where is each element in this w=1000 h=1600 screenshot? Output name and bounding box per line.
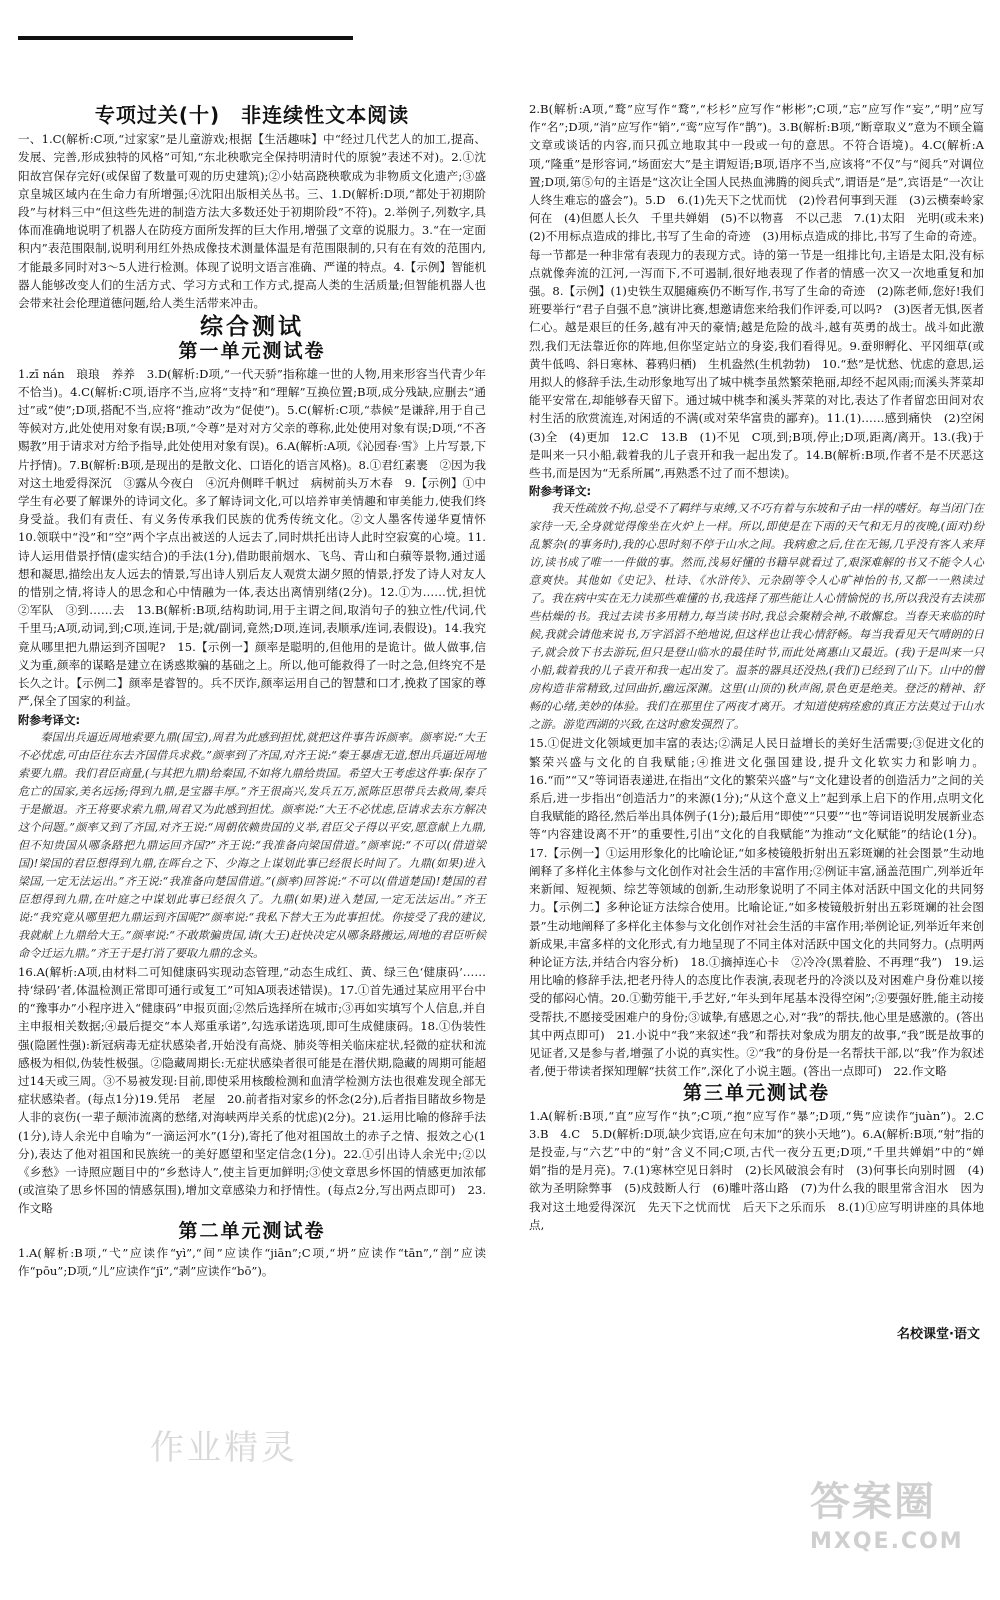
unit1-answers-b: 16.A(解析:A项,由材料二可知健康码实现动态管理,“动态生成红、黄、绿三色‘健康码’……持‘绿码’者,体温检测正常即可通行或复工”可知A项表述错误)。17.①首先通过某应用平台中的“豫事办”小程序进入“健康码”申报页面;②然后选择所在城市;③再如实填写个人信息,并自主申报相关数据;④最后提交“本人郑重承诺”,勾选承诺选项,即可生成健康码。18.①伪装性强(隐匿性强):新冠病毒无症状感染者,开始没有高烧、肺炎等相关临床症状,轻微的症状和流感极为相似,伪装性极强。②隐藏周期长:无症状感染者很可能是在潜伏期,隐藏的周期可能超过14天或三周。③不易被发现:目前,即使采用核酸检测和血清学检测方法也很难发现全部无症状感染者。(每点1分)19.凭吊 老屋 20.前者指对家乡的怀念(2分),后者指目睹故乡物是人非的哀伤(一辈子颠沛流离的愁绪,对海峡两岸关系的忧虑)(2分)。21.运用比喻的修辞手法(1分),诗人余光中自喻为“一滴运河水”(1分),寄托了他对祖国故土的赤子之情、报效之心(1分),表达了他对祖国和民族统一的美好愿望和坚定信念(1分)。22.①引出诗人余光中;②以《乡愁》一诗照应题目中的“乡愁诗人”,使主旨更加鲜明;③使文章思乡怀国的情感更加浓郁(或渲染了思乡怀国的情感氛围),增加文章感染力和抒情性。(每点2分,写出两点即可) 23.作文略: [18, 964, 486, 1216]
left-column: [18, 100, 498, 1280]
section-title-comprehensive: 综合测试: [200, 314, 304, 341]
page-footer: 名校课堂·语文: [897, 1327, 980, 1342]
unit1-title: 第一单元测试卷: [178, 340, 326, 363]
unit2-title: 第二单元测试卷: [178, 1219, 326, 1242]
right-column: [529, 100, 996, 1234]
watermark-right-url: MXQE.COM: [810, 1529, 964, 1554]
top-rule: [18, 36, 353, 40]
translation-text-1: 秦国出兵逼近周地索要九鼎(国宝),周君为此感到担忧,就把这件事告诉颜率。颜率说:“大王不必忧虑,可由臣往东去齐国借兵求救。”颜率到了齐国,对齐王说:“秦王暴虐无道,想出兵逼近周地索要九鼎。我们君臣商量,(与其把九鼎)给秦国,不如将九鼎给贵国。希望大王考虑这件事:保存了危亡的国家,美名远扬;得到九鼎,是宝器丰厚。”齐王很高兴,发兵五万,派陈臣思带兵去救周,秦兵于是撤退。齐王将要求索九鼎,周君又为此感到担忧。颜率说:“大王不必忧虑,臣请求去东方解决这个问题。”颜率又到了齐国,对齐王说:“周朝依赖贵国的义举,君臣父子得以平安,愿意献上九鼎,但不知贵国从哪条路把九鼎运回齐国?”齐王说:“我准备向梁国借道。”颜率说:“不可以(借道梁国)!梁国的君臣想得到九鼎,在晖台之下、少海之上谋划此事已经很长时间了。九鼎(如果)进入梁国,一定无法运出。”齐王说:“我准备向楚国借道。”(颜率)回答说:“不可以(借道楚国)!楚国的君臣想得到九鼎,在叶庭之中谋划此事已经很久了。九鼎(如果)进入楚国,一定无法运出。”齐王说:“我究竟从哪里把九鼎运到齐国呢?”颜率说:“我私下替大王为此事担忧。你接受了我的建议,我就献上九鼎给大王。”颜率说:“不敢欺骗贵国,请(大王)赶快决定从哪条路搬运,周地的君臣听候命令迁运九鼎。”齐王于是打消了要取九鼎的念头。: [18, 730, 486, 960]
section-title-special: 专项过关(十) 非连续性文本阅读: [94, 103, 410, 127]
watermark-right: [810, 1470, 990, 1590]
translation-label-1: 附参考译文:: [18, 712, 81, 727]
unit1-answers: 1.zī nán 琅琅 养养 3.D(解析:D项,“一代天骄”指称雄一世的人物,用来形容当代青少年不恰当)。4.C(解析:C项,语序不当,应将“支持”和“理解”互换位置;B项,成分残缺,应删去“通过”或“使”;D项,搭配不当,应将“推动”改为“促使”)。5.C(解析:C项,“恭候”是谦辞,用于自己等候对方,此处使用对象有误;B项,“令尊”是对对方父亲的尊称,此处使用对象有误;D项,“不吝赐教”用于请求对方给予指导,此处使用对象有误)。6.A(解析:A项,《沁园春·雪》上片写景,下片抒情)。7.B(解析:B项,是现出的是散文化、口语化的语言风格)。8.①君红素裹 ②因为我对这土地爱得深沉 ③露从今夜白 ④沉舟侧畔千帆过 病树前头万木春 9.【示例】①中学生有必要了解课外的诗词文化。多了解诗词文化,可以培养审美情趣和审美能力,使我们终身受益。我们有责任、有义务传承我们民族的优秀传统文化。②文人墨客传递华夏情怀 10.领联中“没”和“空”两个字点出被送的人远去了,同时烘托出诗人此时空寂寞的心境。11.诗人运用借景抒情(虚实结合)的手法(1分),借助眼前烟水、飞鸟、青山和白蘋等景物,通过遥想和凝思,描绘出友人远去的情景,写出诗人别后友人观赏太湖夕照的情景,抒发了诗人对友人的惜别之情,将诗人的思念和心中情融为一体,表达出离情别绪(2分)。12.①为……忧,担忧 ②军队 ③到……去 13.B(解析:B项,结构助词,用于主谓之间,取消句子的独立性/代词,代千里马;A项,动词,到;C项,连词,于是;就/副词,竟然;D项,连词,表顺承/连词,表假设)。14.我究竟从哪里把九鼎运到齐国呢? 15.【示例一】颜率是聪明的,但他用的是诡计。做人做事,信义为重,颜率的谋略是建立在诱惑欺骗的基础之上。所以,他可能救得了一时之急,但终究不是长久之计。【示例二】颜率是睿智的。兵不厌诈,颜率运用自己的智慧和口才,挽救了国家的尊严,保全了国家的利益。: [18, 366, 498, 709]
watermark-left: 作业精灵: [150, 1428, 298, 1468]
special-answers: 一、1.C(解析:C项,“过家家”是儿童游戏;根据【生活趣味】中“经过几代艺人的加工,提高、发展、完善,形成独特的风格”可知,“东北秧歌完全保持明清时代的原貌”表述不对)。2.①沈阳故宫保存完好(或保留了数量可观的历史建筑);②小姑高跷秧歌成为非物质文化遗产;③盛京皇城区域内在生命力有所增强;④沈阳出版相关丛书。三、1.D(解析:D项,“都处于初期阶段”与材料三中“但这些先进的制造方法大多数还处于初期阶段”不符)。2.举例子,列数字,具体而准确地说明了机器人在防疫方面所发挥的巨大作用,增强了文章的说服力。3.“在一定面积内”表范围限制,说明利用红外热成像技术测量体温是有范围限制的,只有在有效的范围内,才能最多同时对3～5人进行检测。体现了说明文语言准确、严谨的特点。4.【示例】智能机器人能够改变人们的生活方式、学习方式和工作方式,提高人类的生活质量;但智能机器人也会带来社会伦理道德问题,给人类生活带来冲击。: [18, 132, 486, 311]
translation-label-2: 附参考译文:: [529, 484, 592, 499]
unit2-answers-cont: 2.B(解析:A项,“鹜”应写作“鹜”,“杉杉”应写作“彬彬”;C项,“忘”应写作“妄”,“明”应写作“名”;D项,“消”应写作“销”,“鸾”应写作“鹊”)。3.B(解析:B项,“断章取义”意为不顾全篇文章或谈话的内容,而只孤立地取其中一段或一句的意思。不符合语境)。4.C(解析:A项,“隆重”是形容词,“场面宏大”是主谓短语;B项,语序不当,应该将“不仅”与“阅兵”对调位置;D项,第⑤句的主语是“这次让全国人民热血沸腾的阅兵式”,谓语是“是”,宾语是“一次让人终生难忘的盛会”)。5.D 6.(1)先天下之忧而忧 (2)怜君何事到天涯 (3)云横秦岭家何在 (4)但愿人长久 千里共婵娟 (5)不以物喜 不以己悲 7.(1)太阳 光明(或未来) (2)不用标点造成的排比,书写了生命的奇迹 (3)用标点造成的排比,书写了生命的奇迹。每一节都是一种非常有表现力的表现方式。诗的第一节是一组排比句,主语是太阳,没有标点就像奔流的江河,一泻而下,不可遏制,很好地表现了作者的情感一次又一次地重复和加强。8.【示例】(1)史铁生双腿瘫痪仍不断写作,书写了生命的奇迹 (2)陈老师,您好!我们班要举行“君子自强不息”演讲比赛,想邀请您来给我们作评委,可以吗? (3)医者无惧,医者仁心。越是艰巨的任务,越有冲天的豪情;越是危险的战斗,越有英勇的战士。战斗如此激烈,我们无法靠近你的阵地,但你坚定站立的身姿,我们看得见。9.蚕卵孵化、平冈细草(或黄牛低鸣、斜日寒林、暮鸦归栖) 生机盎然(生机勃勃) 10.“愁”是忧愁、忧虑的意思,运用拟人的修辞手法,生动形象地写出了城中桃李虽然繁荣艳丽,却经不起风雨;而溪头荠菜却能平安常在,却能够春天留下。通过城中桃李和溪头荠菜的对比,表达了作者留恋田间对农村生活的欣赏流连,对闲适的不满(或对荣华富贵的鄙弃)。11.(1)……感到痛快 (2)空闲 (3)全 (4)更加 12.C 13.B (1)不见 C项,到;B项,停止;D项,距离/离开。13.(我)于是叫来一只小船,载着我的儿子袁开和我一起出发了。14.B(解析:B项,作者不是不厌恶这些书,而是因为“无系所属”,再熟悉不过了而不想读)。: [529, 102, 996, 481]
unit3-title: 第三单元测试卷: [682, 1082, 830, 1105]
translation-text-2: 我天性疏放不拘,总受不了羁绊与束缚,又不巧有着与东坡和子由一样的嗜好。每当闭门在家待一天,全身就觉得像坐在火炉上一样。所以,即使是在下雨的天气和无月的夜晚,(面对)纷乱繁杂(的事务时),我的心思时刻不停于山水之间。我病愈之后,住在无锡,几乎没有客人来拜访,读书成了唯一一件做的事。然而,浅易好懂的书籍早就看过了,艰深难解的书又不能令人心意爽快。其他如《史记》、杜诗、《水浒传》、元杂剧等令人心旷神怡的书,又都一一熟读过了。我在病中实在无力读那些难懂的书,我选择了那些能让人心情愉悦的书,所以我没有去读那些枯燥的书。我过去读书多用精力,每当读书时,我总会聚精会神,不敢懈怠。当春天来临的时候,我就会请他来说书,万字滔滔不绝地说,但这样也让我心情舒畅。每当我看见天气晴朗的日子,就会放下书去游玩,但只是登山临水的最佳时节,而此处离惠山又最近。(我)于是叫来一只小船,载着我的儿子袁开和我一起出发了。温茶的器具还没热,(我们)已经到了山下。山中的僧房构造非常精致,过回曲折,幽远深渊。这里(山顶的)秋声阁,景色更是绝美。登泛的精神、舒畅的心绪,美妙的体验。我们在那里住了两夜才离开。才知道使病痊愈的真正方法莫过于山水之游。游览西湖的兴致,在这时愈发强烈了。: [529, 502, 984, 732]
watermark-right-logo: 答案圈: [810, 1479, 936, 1525]
unit2-answers: 1.A(解析:B项,“弋”应读作“yì”,“间”应读作“jiān”;C项,“坍”应读作“tān”,“剖”应读作“pōu”;D项,“儿”应读作“jī”,“剥”应读作“bō”)。: [18, 1245, 486, 1278]
unit3-answers: 1.A(解析:B项,“直”应写作“执”;C项,“抱”应写作“暴”;D项,“隽”应读作“juàn”)。2.C 3.B 4.C 5.D(解析:D项,缺少宾语,应在句末加“的狭小天地”)。6.A(解析:B项,“射”指的是投壶,与“六艺”中的“射”含义不同;C项,古代一夜分五更;D项,“千里共婵娟”中的“婵娟”指的是月亮)。7.(1)寒林空见日斜时 (2)长风破浪会有时 (3)何事长向别时圆 (4)欲为圣明除弊事 (5)戍鼓断人行 (6)雕叶落山路 (7)为什么我的眼里常含泪水 因为我对这土地爱得深沉 先天下之忧而忧 后天下之乐而乐 8.(1)①应写明讲座的具体地点,: [529, 1108, 996, 1232]
unit2-answers-b: 15.①促进文化领域更加丰富的表达;②满足人民日益增长的美好生活需要;③促进文化的繁荣兴盛与文化的自我赋能;④推进文化强国建设,提升文化软实力和影响力。16.“而”“又”等词语表递进,在指出“文化的繁荣兴盛”与“文化建设者的创造活力”之间的关系后,进一步指出“创造活力”的来源(1分);“从这个意义上”起到承上启下的作用,点明文化自我赋能的路径,然后举出具体例子(1分);最后用“即使”“只要”“也”等词语说明发展新业态等“内容建设离不开”的重要性,引出“文化的自我赋能”为推动“文化赋能”的结论(1分)。17.【示例一】①运用形象化的比喻论证,“如多棱镜般折射出五彩斑斓的社会图景”生动地阐释了多样化主体参与文化创作对社会生活的丰富作用;②例证丰富,涵盖范围广,列举近年来新闻、短视频、综艺等领域的创新,生动形象说明了不同主体对活跃中国文化的共同努力。【示例二】多种论证方法综合使用。比喻论证,“如多棱镜般折射出五彩斑斓的社会图景”生动地阐释了多样化主体参与文化创作对社会生活的丰富作用;举例论证,列举近年来创新成果,丰富多样的文化形式,有力地呈现了不同主体对活跃中国文化的共同努力。(点明两种论证方法,并结合内容分析) 18.①摘掉连心卡 ②冷冷(黑着脸、不再理“我”) 19.运用比喻的修辞手法,把老丹待人的态度比作表演,表现老丹的冷淡以及对困难户身份难以接受的郁闷心情。20.①勤劳能干,手艺好,“年头到年尾基本没得空闲”;②要强好胜,能主动接受帮扶,不愿接受困难户的身份;③诚挚,有感恩之心,对“我”的帮扶,他心里是感激的。(答出其中两点即可) 21.小说中“我”来叙述“我”和帮扶对象成为朋友的故事,“我”既是故事的见证者,又是参与者,增强了小说的真实性。②“我”的身份是一名帮扶干部,以“我”作为叙述者,便于带读者探知理解“扶贫工作”,深化了小说主题。(答出一点即可) 22.作文略: [529, 736, 984, 1079]
